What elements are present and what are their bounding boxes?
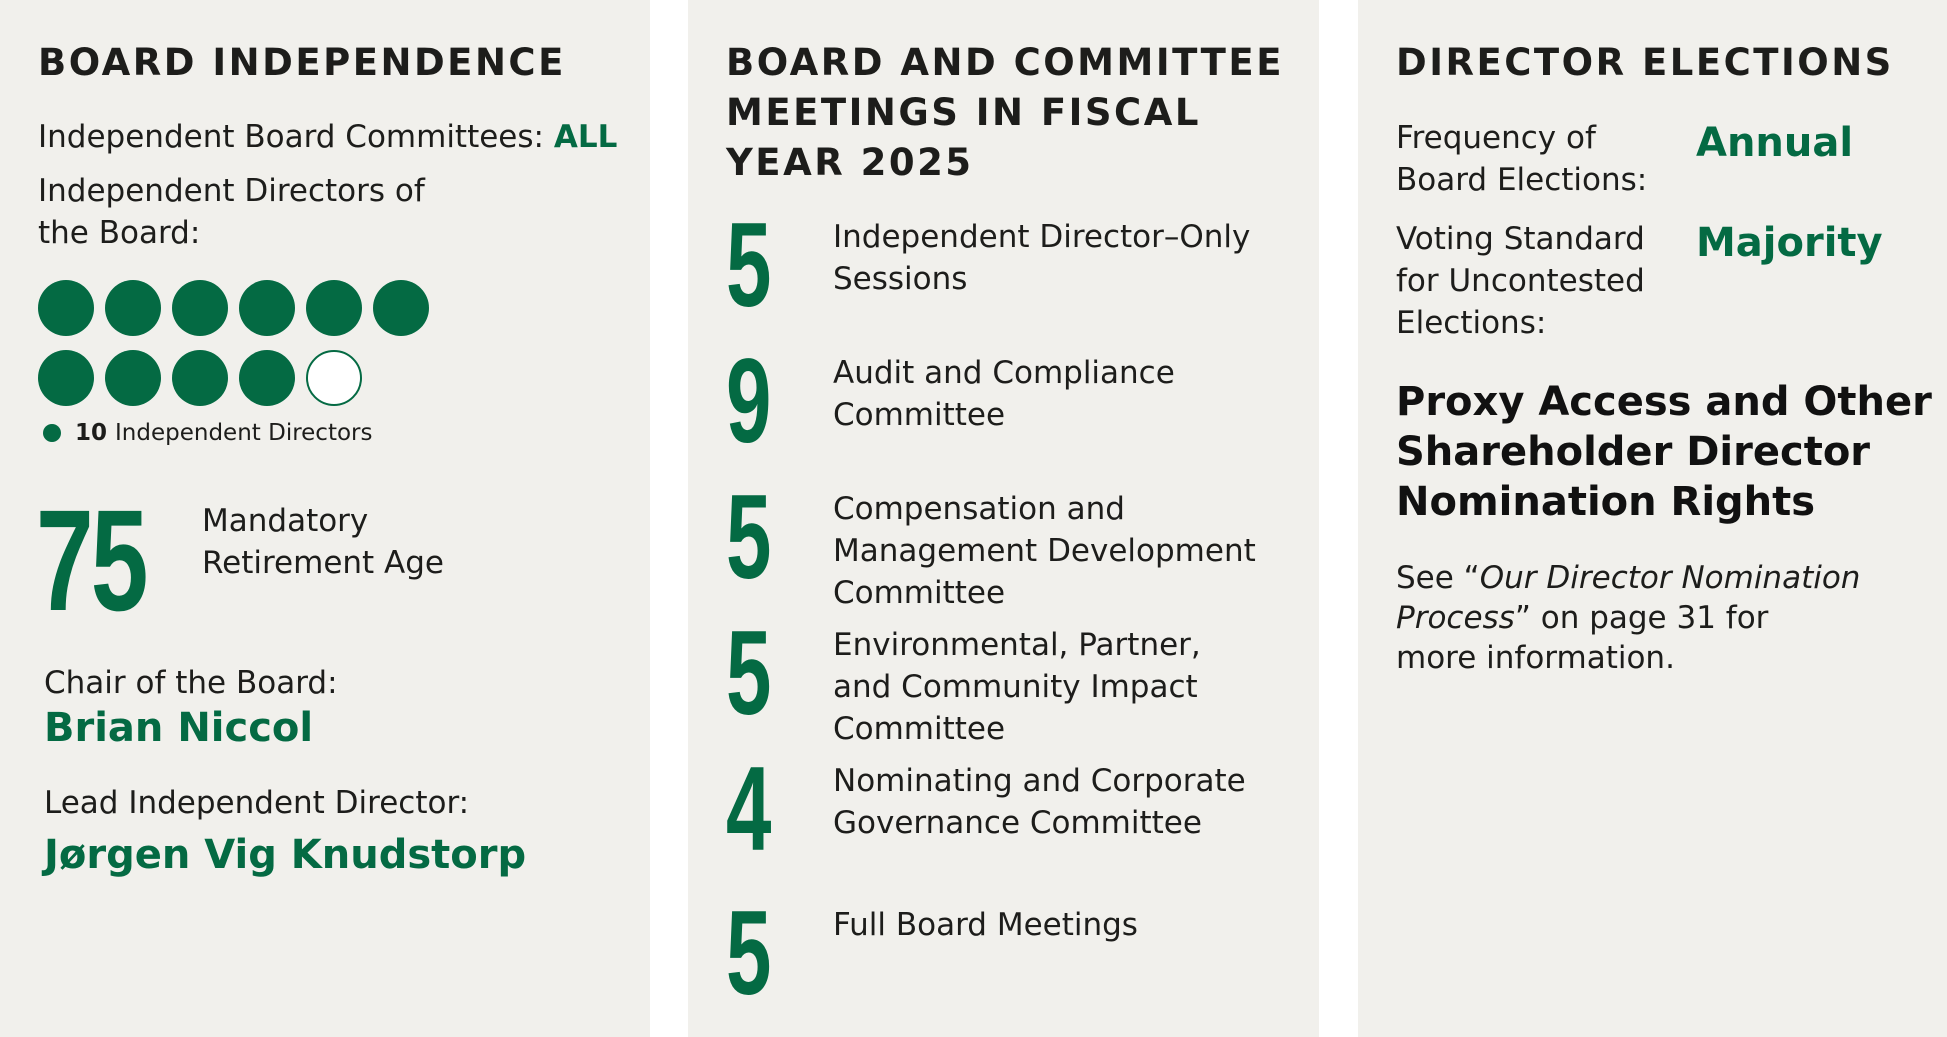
meetings-heading-line3: YEAR 2025	[726, 141, 974, 184]
meeting-label-line2: Committee	[833, 397, 1006, 433]
independent-committees-row	[38, 116, 617, 158]
meeting-label-line1: Audit and Compliance	[833, 355, 1175, 391]
meeting-label-line2: Management Development	[833, 533, 1256, 569]
proxy-access-title	[1396, 377, 1932, 527]
meeting-label	[833, 216, 1303, 300]
meeting-label-line3: Committee	[833, 575, 1006, 611]
director-elections-panel	[1358, 0, 1947, 1037]
voting-standard-value: Majority	[1696, 220, 1883, 266]
meeting-label-line2: Sessions	[833, 261, 968, 297]
meetings-panel	[688, 0, 1319, 1037]
frequency-value: Annual	[1696, 120, 1854, 166]
legend-dot-icon	[43, 424, 61, 442]
independent-director-dot	[105, 280, 161, 336]
chair-label: Chair of the Board:	[44, 665, 338, 701]
legend-label: Independent Directors	[115, 420, 373, 446]
meeting-label-line2: Governance Committee	[833, 805, 1202, 841]
meeting-label	[833, 624, 1303, 750]
retirement-age-label	[202, 500, 444, 584]
legend-count: 10	[75, 420, 108, 446]
meeting-label-line1: Full Board Meetings	[833, 907, 1138, 943]
non-independent-director-dot	[306, 350, 362, 406]
dots-legend	[43, 420, 373, 446]
independent-committees-label: Independent Board Committees:	[38, 119, 544, 155]
board-independence-panel	[0, 0, 650, 1037]
independent-directors-label-line2: the Board:	[38, 215, 201, 251]
meeting-label-line3: Committee	[833, 711, 1006, 747]
meeting-count: 5	[726, 886, 772, 1020]
retirement-label-line2: Retirement Age	[202, 545, 445, 581]
meeting-label	[833, 760, 1303, 844]
voting-standard-label	[1396, 218, 1686, 344]
independent-director-dot	[172, 350, 228, 406]
meeting-label-line1: Compensation and	[833, 491, 1125, 527]
meeting-count: 9	[726, 334, 772, 468]
meeting-label	[833, 488, 1303, 614]
director-dots	[38, 280, 429, 406]
note-line1	[1396, 558, 1860, 598]
independent-director-dot	[239, 280, 295, 336]
note-line2	[1396, 598, 1860, 638]
independent-director-dot	[38, 350, 94, 406]
board-independence-heading: BOARD INDEPENDENCE	[38, 41, 566, 84]
note-line3: more information.	[1396, 640, 1675, 676]
frequency-label-line1: Frequency of	[1396, 120, 1596, 156]
proxy-title-line1: Proxy Access and Other	[1396, 379, 1932, 425]
meeting-label-line1: Nominating and Corporate	[833, 763, 1246, 799]
independent-director-dot	[373, 280, 429, 336]
voting-label-line1: Voting Standard	[1396, 221, 1645, 257]
director-elections-heading: DIRECTOR ELECTIONS	[1396, 41, 1894, 84]
voting-label-line2: for Uncontested	[1396, 263, 1645, 299]
meetings-heading-line2: MEETINGS IN FISCAL	[726, 91, 1201, 134]
independent-committees-value: ALL	[553, 119, 618, 155]
independent-director-dot	[38, 280, 94, 336]
meeting-label	[833, 904, 1303, 946]
independent-director-dot	[105, 350, 161, 406]
proxy-title-line3: Nomination Rights	[1396, 479, 1816, 525]
lead-director-label: Lead Independent Director:	[44, 785, 470, 821]
independent-director-dot	[306, 280, 362, 336]
meeting-count: 5	[726, 606, 772, 740]
independent-directors-label-line1: Independent Directors of	[38, 173, 425, 209]
voting-label-line3: Elections:	[1396, 305, 1547, 341]
meetings-heading	[726, 38, 1284, 188]
lead-director-name: Jørgen Vig Knudstorp	[44, 832, 527, 878]
meeting-label-line1: Independent Director–Only	[833, 219, 1251, 255]
nomination-process-link-cont[interactable]: Process	[1396, 600, 1515, 636]
meetings-heading-line1: BOARD AND COMMITTEE	[726, 41, 1284, 84]
frequency-label	[1396, 117, 1686, 201]
frequency-label-line2: Board Elections:	[1396, 162, 1648, 198]
independent-director-dot	[239, 350, 295, 406]
retirement-age-number: 75	[36, 480, 146, 641]
note-suffix: ” on page 31 for	[1514, 600, 1769, 636]
meeting-count: 4	[726, 742, 772, 876]
meeting-label	[833, 352, 1303, 436]
meeting-label-line1: Environmental, Partner,	[833, 627, 1201, 663]
nomination-process-note	[1396, 558, 1860, 678]
meeting-label-line2: and Community Impact	[833, 669, 1198, 705]
meeting-count: 5	[726, 198, 772, 332]
note-prefix: See “	[1396, 560, 1480, 596]
proxy-title-line2: Shareholder Director	[1396, 429, 1871, 475]
nomination-process-link[interactable]: Our Director Nomination	[1479, 560, 1861, 596]
independent-directors-label	[38, 170, 425, 254]
chair-name: Brian Niccol	[44, 705, 314, 751]
independent-director-dot	[172, 280, 228, 336]
retirement-label-line1: Mandatory	[202, 503, 369, 539]
meeting-count: 5	[726, 470, 772, 604]
